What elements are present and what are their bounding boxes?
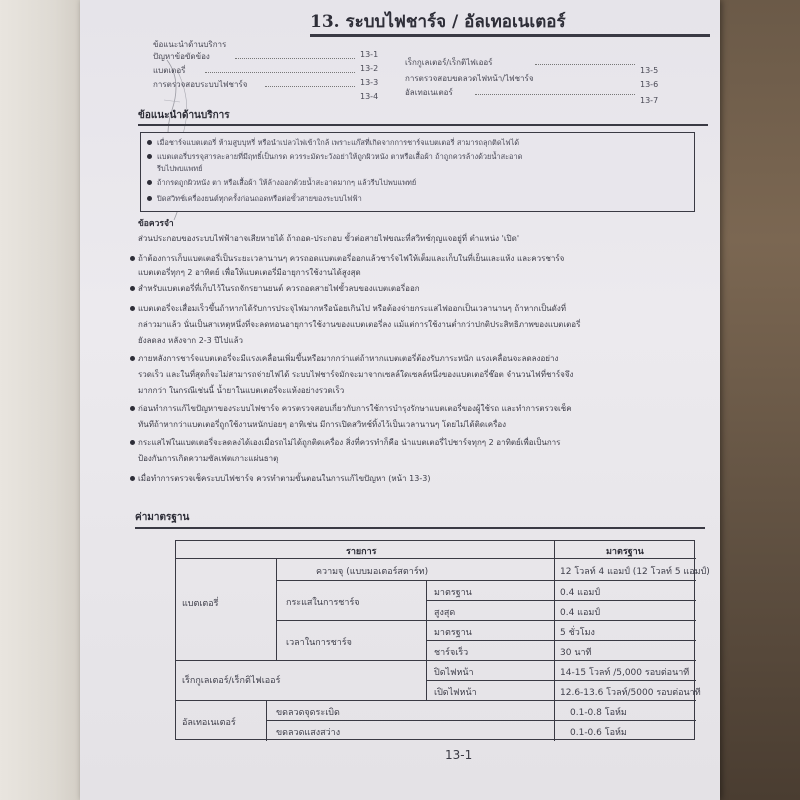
toc-item: การตรวจสอบระบบไฟชาร์จ (153, 80, 248, 89)
note-line: สำหรับแบตเตอรี่ที่เก็บไว้ในรถจักรยานยนต์ ควรถอดสายไฟขั้วลบของแบตเตอรี่ออก (138, 284, 420, 293)
service-bullet: ปิดสวิทช์เครื่องยนต์ทุกครั้งก่อนถอดหรือต่อขั้วสายของระบบไฟฟ้า (157, 194, 362, 203)
bullet-icon (147, 180, 152, 185)
table-rule (266, 720, 696, 721)
background-left (0, 0, 90, 800)
toc-page: 13-2 (360, 64, 379, 73)
bullet-icon (147, 196, 152, 201)
toc-page: 13-4 (360, 92, 379, 101)
table-rule (176, 700, 696, 701)
toc-item: ข้อแนะนำด้านบริการ (153, 40, 227, 49)
battery-label: แบตเตอรี่ (182, 599, 219, 609)
time-standard-label: มาตรฐาน (434, 628, 472, 638)
time-standard-value: 5 ชั่วโมง (560, 628, 595, 638)
col-standard-header: มาตรฐาน (606, 547, 644, 557)
time-fast-label: ชาร์จเร็ว (434, 648, 469, 658)
current-standard-value: 0.4 แอมป์ (560, 588, 601, 598)
bullet-icon (130, 256, 135, 261)
toc-dots (235, 58, 355, 59)
service-bullet: ถ้ากรดถูกผิวหนัง ตา หรือเสื้อผ้า ให้ล้างออกด้วยน้ำสะอาดมากๆ แล้วรีบไปพบแพทย์ (157, 178, 417, 187)
capacity-value: 12 โวลท์ 4 แอมป์ (12 โวลท์ 5 แอมป์) (560, 567, 710, 577)
bullet-icon (130, 356, 135, 361)
bullet-icon (130, 440, 135, 445)
bullet-icon (130, 476, 135, 481)
bullet-icon (130, 406, 135, 411)
table-rule (176, 558, 696, 559)
light-coil-value: 0.1-0.6 โอห์ม (570, 728, 627, 738)
table-rule (266, 700, 267, 741)
note-line: ยังลดลง หลังจาก 2-3 ปีไปแล้ว (138, 336, 244, 345)
section-rule (138, 124, 708, 126)
toc-page: 13-5 (640, 66, 659, 75)
page-number: 13-1 (445, 748, 473, 762)
toc-dots (475, 94, 635, 95)
toc-item: เร็กกูเลเตอร์/เร็กติไฟเออร์ (405, 58, 493, 67)
col-item-header: รายการ (346, 547, 377, 557)
note-line: ภายหลังการชาร์จแบตเตอรี่จะมีแรงเคลื่อนเพิ่มขึ้นหรือมากกว่าแต่ถ้าหากแบตเตอรี่ต้องรับภาระหนัก แรงเคลื่อนจะลดลงอย่าง (138, 354, 559, 363)
note-line: กระแสไฟในแบตเตอรี่จะลดลงได้เองเมื่อรถไม่ได้ถูกติดเครื่อง สิ่งที่ควรทำก็คือ นำแบตเตอรี่ไปชาร์จทุกๆ 2 อาทิตย์เพื่อเป็นการ (138, 438, 561, 447)
note-line: แบตเตอรี่จะเสื่อมเร็วขึ้นถ้าหากได้รับการประจุไฟมากหรือน้อยเกินไป หรือต้องจ่ายกระแสไฟออกเป็นเวลานานๆ ถ้าหากเป็นดังที่ (138, 304, 566, 313)
current-standard-label: มาตรฐาน (434, 588, 472, 598)
regulator-label: เร็กกูเลเตอร์/เร็กติไฟเออร์ (182, 676, 281, 686)
note-line: ป้องกันการเกิดความซัลเฟตเกาะแผ่นธาตุ (138, 454, 279, 463)
bullet-icon (130, 286, 135, 291)
table-rule (276, 620, 696, 621)
service-bullet: เมื่อชาร์จแบตเตอรี่ ห้ามสูบบุหรี่ หรือนำเปลวไฟเข้าใกล้ เพราะแก๊สที่เกิดจากการชาร์จแบตเตอรี่ สามารถลุกติดไฟได้ (157, 138, 520, 147)
toc-page: 13-1 (360, 50, 379, 59)
service-bullet: แบตเตอรี่บรรจุสารละลายที่มีฤทธิ์เป็นกรด ควรระมัดระวังอย่าให้ถูกผิวหนัง ตาหรือเสื้อผ้า ถ้าถูกควรล้างด้วยน้ำสะอาด (157, 152, 523, 161)
regulator-on-value: 12.6-13.6 โวลท์/5000 รอบต่อนาที (560, 688, 701, 698)
current-max-value: 0.4 แอมป์ (560, 608, 601, 618)
spec-table (175, 540, 710, 740)
note-heading: ข้อควรจำ (138, 219, 174, 229)
note-line: มากกว่า ในกรณีเช่นนี้ น้ำยาในแบตเตอรี่จะแห้งอย่างรวดเร็ว (138, 386, 345, 395)
chapter-toc (135, 36, 710, 108)
chapter-title: 13. ระบบไฟชาร์จ / อัลเทอเนเตอร์ (310, 12, 566, 32)
table-rule (554, 541, 555, 741)
note-line: เมื่อทำการตรวจเช็คระบบไฟชาร์จ ควรทำตามขั้นตอนในการแก้ไขปัญหา (หน้า 13-3) (138, 474, 431, 483)
toc-page: 13-3 (360, 78, 379, 87)
service-heading: ข้อแนะนำด้านบริการ (138, 110, 230, 121)
toc-dots (205, 72, 355, 73)
manual-page (80, 0, 720, 800)
charge-current-label: กระแสในการชาร์จ (286, 598, 360, 608)
toc-page: 13-6 (640, 80, 659, 89)
table-rule (426, 600, 696, 601)
note-line: รวดเร็ว และในที่สุดก็จะไม่สามารถจ่ายไฟได้ ระบบไฟชาร์จมักจะมาจากเซลล์ใดเซลล์หนึ่งของแบตเตอรี่ช๊อต จำนวนไฟที่ชาร์จจึง (138, 370, 574, 379)
section-rule (135, 527, 705, 529)
table-rule (276, 580, 696, 581)
table-rule (276, 558, 277, 660)
toc-dots (265, 86, 355, 87)
service-notes-box (140, 132, 695, 212)
toc-dots (535, 64, 635, 65)
time-fast-value: 30 นาที (560, 648, 592, 658)
service-bullet: รีบไปพบแพทย์ (157, 164, 203, 173)
table-rule (426, 680, 696, 681)
note-line: แบตเตอรี่ทุกๆ 2 อาทิตย์ เพื่อให้แบตเตอรี่มีอายุการใช้งานได้สูงสุด (138, 268, 361, 277)
headlight-off-label: ปิดไฟหน้า (434, 668, 474, 678)
light-coil-label: ขดลวดแสงสว่าง (276, 728, 341, 738)
bullet-icon (130, 306, 135, 311)
note-line: ก่อนทำการแก้ไขปัญหาของระบบไฟชาร์จ ควรตรวจสอบเกี่ยวกับการใช้การบำรุงรักษาแบตเตอรี่ของผู้ใช้รถ และทำการตรวจเช็ค (138, 404, 572, 413)
alternator-label: อัลเทอเนเตอร์ (182, 718, 236, 728)
regulator-off-value: 14-15 โวลท์ /5,000 รอบต่อนาที (560, 668, 690, 678)
note-line: ถ้าต้องการเก็บแบตเตอรี่เป็นระยะเวลานานๆ ควรถอดแบตเตอรี่ออกแล้วชาร์จไฟให้เต็มและเก็บในที่เย็นและแห้ง และควรชาร์จ (138, 254, 565, 263)
bullet-icon (147, 154, 152, 159)
table-rule (176, 660, 696, 661)
ignition-coil-value: 0.1-0.8 โอห์ม (570, 708, 627, 718)
toc-item: แบตเตอรี่ (153, 66, 186, 75)
charge-time-label: เวลาในการชาร์จ (286, 638, 352, 648)
headlight-on-label: เปิดไฟหน้า (434, 688, 477, 698)
standards-heading: ค่ามาตรฐาน (135, 512, 190, 523)
capacity-label: ความจุ (แบบมอเตอร์สตาร์ท) (316, 567, 429, 577)
note-line: กล่าวมาแล้ว นั่นเป็นสาเหตุหนึ่งที่จะลดทอนอายุการใช้งานของแบตเตอรี่ลง แม้แต่การใช้งานต่ำกว่าปกติประสิทธิภาพของแบตเตอรี่ (138, 320, 581, 329)
toc-item: อัลเทอเนเตอร์ (405, 88, 453, 97)
note-line: ส่วนประกอบของระบบไฟฟ้าอาจเสียหายได้ ถ้าถอด-ประกอบ ขั้วต่อสายไฟขณะที่สวิทช์กุญแจอยู่ที่ ตำแหน่ง 'เปิด' (138, 234, 520, 243)
toc-page: 13-7 (640, 96, 659, 105)
ignition-coil-label: ขดลวดจุดระเบิด (276, 708, 340, 718)
current-max-label: สูงสุด (434, 608, 456, 618)
toc-item: การตรวจสอบขดลวดไฟหน้า/ไฟชาร์จ (405, 74, 534, 83)
toc-item: ปัญหาข้อขัดข้อง (153, 52, 210, 61)
bullet-icon (147, 140, 152, 145)
table-rule (426, 640, 696, 641)
note-line: ทันทีถ้าหากว่าแบตเตอรี่ถูกใช้งานหนักบ่อยๆ อาทิเช่น มีการเปิดสวิทช์ทิ้งไว้เป็นเวลานานๆ โดยไม่ได้ติดเครื่อง (138, 420, 507, 429)
table-rule (426, 580, 427, 700)
